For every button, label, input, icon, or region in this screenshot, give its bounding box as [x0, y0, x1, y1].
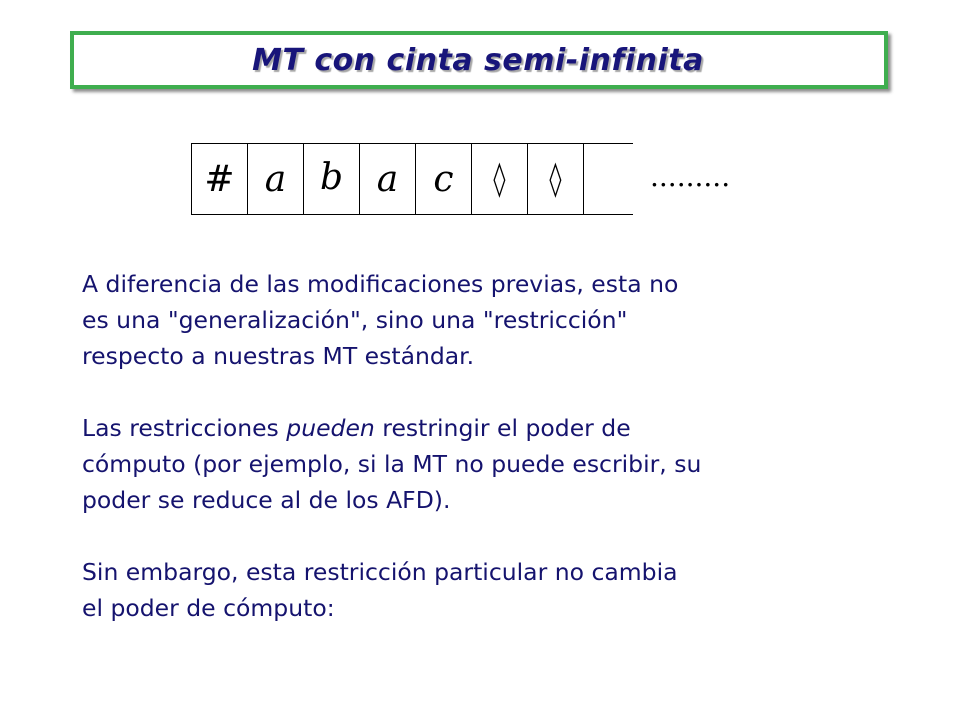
- text-line: poder se reduce al de los AFD).: [82, 486, 451, 514]
- tape-continuation: .........: [650, 160, 731, 193]
- paragraph-1: [82, 266, 882, 374]
- paragraph-3: [82, 554, 882, 626]
- emphasis-text: pueden: [286, 414, 375, 442]
- text-span: restringir el poder de: [374, 414, 631, 442]
- text-line: el poder de cómputo:: [82, 594, 335, 622]
- tape-cell-empty: [583, 143, 633, 215]
- text-line: respecto a nuestras MT estándar.: [82, 342, 475, 370]
- text-line: cómputo (por ejemplo, si la MT no puede escribir, su: [82, 450, 702, 478]
- paragraph-2: [82, 410, 882, 518]
- tape-cell-hash: #: [191, 143, 247, 215]
- text-line: [82, 410, 882, 446]
- tape-cell-c: c: [415, 143, 471, 215]
- blank-symbol: ◊: [493, 159, 506, 199]
- tape-cell-blank: [527, 143, 583, 215]
- tape-cell-a: a: [359, 143, 415, 215]
- text-line: Sin embargo, esta restricción particular no cambia: [82, 558, 678, 586]
- text-line: A diferencia de las modificaciones previas, esta no: [82, 270, 679, 298]
- text-line: es una "generalización", sino una "restricción": [82, 306, 628, 334]
- tape-cell-b: b: [303, 143, 359, 215]
- page-title: MT con cinta semi-infinita: [252, 42, 704, 78]
- tape-cell-blank: [471, 143, 527, 215]
- tape: [191, 143, 633, 215]
- body-text: [82, 266, 882, 626]
- title-box: [70, 31, 888, 89]
- tape-cell-a: a: [247, 143, 303, 215]
- blank-symbol: ◊: [549, 159, 562, 199]
- text-span: Las restricciones: [82, 414, 287, 442]
